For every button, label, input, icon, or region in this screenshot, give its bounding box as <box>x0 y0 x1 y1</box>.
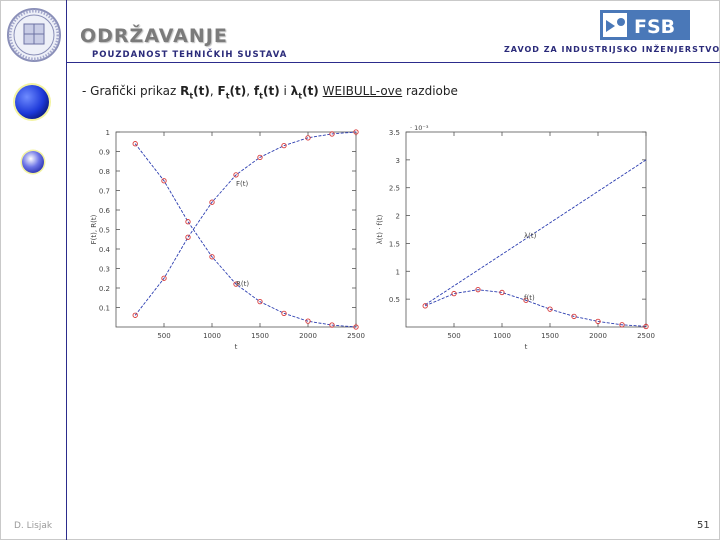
series-line <box>135 144 356 327</box>
series-line <box>425 290 646 327</box>
x-tick-label: 1500 <box>251 332 269 340</box>
heading-r-sub: t <box>189 91 194 101</box>
heading-lambda-sub: t <box>298 91 303 101</box>
y-tick-label: 1.5 <box>388 240 400 249</box>
data-point-marker <box>186 235 190 239</box>
left-divider-line <box>66 0 67 540</box>
y-tick-label: 0.7 <box>98 187 110 196</box>
y-tick-label: 0.3 <box>98 265 110 274</box>
x-axis-label: t <box>234 343 238 351</box>
y-tick-label: 0.5 <box>388 296 400 305</box>
slide-heading <box>82 84 458 100</box>
page-subtitle: POUZDANOST TEHNIČKIH SUSTAVA <box>92 50 288 60</box>
university-seal-icon <box>6 4 62 66</box>
heading-sep1: , <box>209 84 218 98</box>
x-tick-label: 1500 <box>541 332 559 340</box>
heading-conj: i <box>279 84 291 98</box>
y-tick-label: 0.8 <box>98 168 110 176</box>
heading-fsmall-sub: t <box>259 91 263 101</box>
data-point-marker <box>133 142 137 146</box>
heading-fsmall: f <box>253 84 260 98</box>
author-label: D. Lisjak <box>14 521 53 531</box>
x-axis-label: t <box>524 343 528 351</box>
y-tick-label: 0.5 <box>98 226 110 235</box>
y-axis-multiplier: · 10⁻³ <box>410 124 429 132</box>
x-tick-label: 2000 <box>589 332 607 340</box>
x-tick-label: 2500 <box>347 332 365 340</box>
x-tick-label: 1000 <box>493 332 511 340</box>
page-number: 51 <box>697 520 710 531</box>
fsb-logo-text: FSB <box>634 16 676 38</box>
chart-hazard-pdf <box>366 120 656 352</box>
header-divider-line <box>66 62 720 63</box>
decorative-blue-ball-icon <box>12 82 52 122</box>
institute-name: ZAVOD ZA INDUSTRIJSKO INŽENJERSTVO <box>504 45 720 54</box>
heading-sep2: , <box>246 84 254 98</box>
series-annotation: R(t) <box>236 280 250 288</box>
x-tick-label: 500 <box>157 332 171 340</box>
y-tick-label: 0.9 <box>98 148 110 157</box>
y-tick-label: 2.5 <box>388 184 400 193</box>
series-annotation: F(t) <box>236 180 249 188</box>
heading-f-arg: (t) <box>229 84 247 98</box>
decorative-small-ball-icon <box>20 149 46 175</box>
heading-f: F <box>217 84 226 98</box>
y-axis-label: λ(t) · f(t) <box>376 214 384 245</box>
heading-lambda: λ <box>290 84 299 98</box>
x-tick-label: 2500 <box>637 332 655 340</box>
heading-weibull: WEIBULL-ove <box>322 84 403 98</box>
y-tick-label: 3.5 <box>388 129 400 137</box>
heading-r-arg: (t) <box>193 84 210 98</box>
y-tick-label: 1 <box>395 268 400 277</box>
fsb-logo-icon <box>600 10 690 40</box>
y-tick-label: 2 <box>395 212 400 221</box>
plot-area-frame <box>116 132 356 327</box>
chart-reliability-cdf <box>86 120 366 352</box>
y-tick-label: 0.6 <box>98 207 110 215</box>
data-point-marker <box>186 220 190 224</box>
heading-f-sub: t <box>225 91 230 101</box>
heading-prefix: - Grafički prikaz <box>82 84 181 98</box>
y-tick-label: 0.4 <box>98 246 110 254</box>
heading-lambda-arg: (t) <box>302 84 319 98</box>
y-axis-label: F(t), R(t) <box>90 214 98 245</box>
series-annotation: λ(t) <box>524 232 537 240</box>
y-tick-label: 0.2 <box>98 285 110 293</box>
series-annotation: f(t) <box>524 294 535 302</box>
heading-suffix: razdiobe <box>402 84 458 98</box>
x-tick-label: 2000 <box>299 332 317 340</box>
x-tick-label: 1000 <box>203 332 221 340</box>
y-tick-label: 0.1 <box>98 304 110 313</box>
y-tick-label: 3 <box>395 156 400 165</box>
heading-fsmall-arg: (t) <box>262 84 280 98</box>
heading-r: R <box>180 84 190 98</box>
y-tick-label: 1 <box>105 129 110 137</box>
page-title: ODRŽAVANJE <box>80 25 228 47</box>
x-tick-label: 500 <box>447 332 461 340</box>
